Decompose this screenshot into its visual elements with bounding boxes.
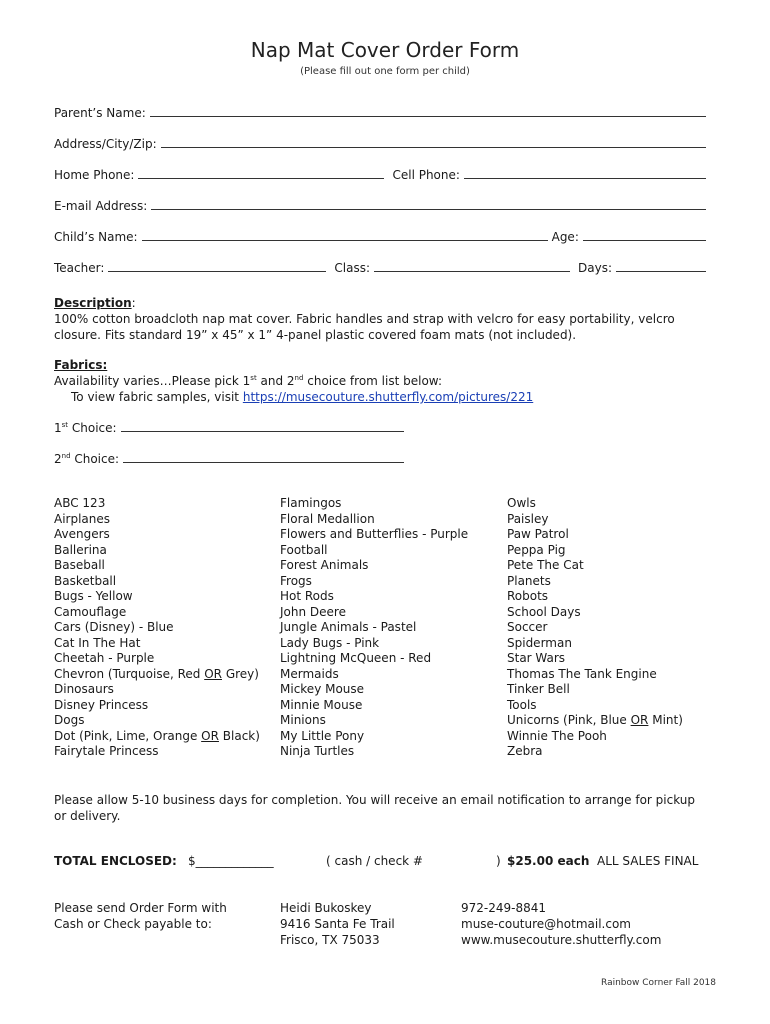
choice-1-label: 1st Choice: [54, 421, 117, 435]
email-row [54, 197, 706, 213]
list-item: Minions [280, 713, 326, 727]
list-item: Forest Animals [280, 558, 369, 572]
list-item: Spiderman [507, 635, 572, 650]
fabrics-availability: Availability varies…Please pick 1st and 2nd choice from list below: [54, 374, 442, 388]
fabrics-section [54, 357, 714, 405]
description-section [54, 295, 714, 343]
fabrics-samples: To view fabric samples, visit https://musecouture.shutterfly.com/pictures/221 [71, 390, 534, 404]
list-item: Owls [507, 496, 536, 510]
list-item: Ballerina [54, 542, 107, 557]
list-item: Planets [507, 573, 551, 588]
notice-line-2: or delivery. [54, 809, 121, 823]
child-name-field[interactable] [142, 240, 548, 241]
list-item: Star Wars [507, 651, 566, 665]
list-item: Lightning McQueen - Red [280, 651, 432, 665]
choice-1-row [54, 419, 404, 435]
days-label: Days: [578, 261, 613, 275]
list-item: Peppa Pig [507, 542, 566, 557]
list-item: Ninja Turtles [280, 744, 355, 758]
list-item: Hot Rods [280, 589, 334, 603]
total-enclosed-label: TOTAL ENCLOSED: [54, 854, 177, 868]
list-item: Football [280, 542, 328, 557]
list-item: Robots [507, 589, 549, 603]
list-item: Disney Princess [54, 697, 149, 712]
list-item: Dot (Pink, Lime, Orange OR Black) [54, 728, 260, 743]
teacher-field[interactable] [108, 271, 326, 272]
payee-contact [461, 900, 661, 948]
address-row [54, 135, 706, 151]
description-line-2: closure. Fits standard 19” x 45” x 1” 4-panel plastic covered foam mats (not included). [54, 328, 577, 342]
footer-note: Rainbow Corner Fall 2018 [601, 978, 716, 988]
address-field[interactable] [161, 147, 706, 148]
notice-line-1: Please allow 5-10 business days for completion. You will receive an email notification to arrange for pickup [54, 793, 696, 807]
list-item: Cheetah - Purple [54, 651, 155, 665]
fabric-list-column-2 [280, 496, 468, 760]
price-label: $25.00 each [507, 854, 590, 868]
teacher-row [54, 259, 706, 275]
list-item: ABC 123 [54, 496, 106, 510]
description-heading: Description [54, 296, 132, 310]
phone-row [54, 166, 706, 182]
list-item: Tinker Bell [507, 682, 570, 696]
days-field[interactable] [616, 271, 706, 272]
cash-check-label: ( cash / check # [326, 854, 423, 868]
list-item: Unicorns (Pink, Blue OR Mint) [507, 713, 683, 727]
completion-notice [54, 792, 714, 824]
list-item: My Little Pony [280, 728, 365, 743]
choice-2-field[interactable] [123, 462, 404, 463]
choice-2-label: 2nd Choice: [54, 452, 120, 466]
list-item: Flowers and Butterflies - Purple [280, 527, 469, 541]
cash-check-close: ) [496, 854, 501, 868]
email-field[interactable] [151, 209, 706, 210]
list-item: Pete The Cat [507, 558, 584, 572]
address-label: Address/City/Zip: [54, 137, 157, 151]
list-item: Avengers [54, 527, 110, 541]
list-item: Tools [507, 697, 537, 712]
list-item: Floral Medallion [280, 511, 375, 526]
age-label: Age: [551, 230, 579, 244]
list-item: John Deere [280, 604, 346, 619]
fabric-samples-link[interactable]: https://musecouture.shutterfly.com/pictures/221 [242, 390, 534, 404]
payee-street: 9416 Santa Fe Trail [280, 917, 395, 931]
parent-name-field[interactable] [150, 116, 706, 117]
list-item: Camouflage [54, 604, 127, 619]
list-item: Lady Bugs - Pink [280, 635, 380, 650]
choice-1-field[interactable] [121, 431, 404, 432]
child-row [54, 228, 706, 244]
list-item: Paisley [507, 511, 549, 526]
list-item: Zebra [507, 744, 543, 758]
parent-name-label: Parent’s Name: [54, 106, 146, 120]
class-label: Class: [334, 261, 371, 275]
cell-phone-field[interactable] [464, 178, 706, 179]
list-item: Chevron (Turquoise, Red OR Grey) [54, 666, 259, 681]
form-subtitle: (Please fill out one form per child) [300, 66, 470, 77]
parent-name-row [54, 104, 706, 120]
list-item: Airplanes [54, 511, 111, 526]
list-item: Soccer [507, 620, 548, 634]
list-item: Frogs [280, 573, 312, 588]
list-item: School Days [507, 604, 581, 619]
fabrics-heading: Fabrics: [54, 358, 108, 372]
cell-phone-label: Cell Phone: [392, 168, 460, 182]
list-item: Minnie Mouse [280, 697, 363, 712]
payee-name: Heidi Bukoskey [280, 901, 372, 915]
list-item: Bugs - Yellow [54, 589, 133, 603]
payee-website: www.musecouture.shutterfly.com [461, 933, 662, 947]
list-item: Flamingos [280, 496, 342, 510]
home-phone-field[interactable] [138, 178, 384, 179]
total-amount-field[interactable]: $_____________ [188, 854, 274, 868]
list-item: Basketball [54, 573, 117, 588]
email-label: E-mail Address: [54, 199, 148, 213]
list-item: Dinosaurs [54, 682, 114, 696]
sales-final-label: ALL SALES FINAL [597, 854, 699, 868]
home-phone-label: Home Phone: [54, 168, 135, 182]
list-item: Winnie The Pooh [507, 728, 607, 743]
list-item: Paw Patrol [507, 527, 569, 541]
description-line-1: 100% cotton broadcloth nap mat cover. Fabric handles and strap with velcro for easy portability, velcro [54, 312, 675, 326]
child-name-label: Child’s Name: [54, 230, 138, 244]
list-item: Cars (Disney) - Blue [54, 620, 174, 634]
class-field[interactable] [374, 271, 570, 272]
list-item: Dogs [54, 713, 85, 727]
fabric-list-column-3 [507, 496, 683, 760]
teacher-label: Teacher: [54, 261, 105, 275]
choice-2-row [54, 450, 404, 466]
list-item: Jungle Animals - Pastel [280, 620, 417, 634]
description-colon: : [131, 296, 136, 310]
payee-phone: 972-249-8841 [461, 901, 547, 915]
list-item: Fairytale Princess [54, 744, 159, 758]
list-item: Mermaids [280, 666, 339, 681]
list-item: Cat In The Hat [54, 635, 141, 650]
list-item: Baseball [54, 558, 105, 572]
payee-email: muse-couture@hotmail.com [461, 917, 631, 931]
fabric-list-column-1 [54, 496, 260, 760]
list-item: Mickey Mouse [280, 682, 365, 696]
list-item: Thomas The Tank Engine [507, 666, 657, 681]
payee-city: Frisco, TX 75033 [280, 933, 380, 947]
payee-address [280, 900, 395, 948]
age-field[interactable] [583, 240, 706, 241]
form-title: Nap Mat Cover Order Form [250, 38, 520, 62]
send-instructions: Please send Order Form with Cash or Check payable to: [54, 901, 227, 931]
